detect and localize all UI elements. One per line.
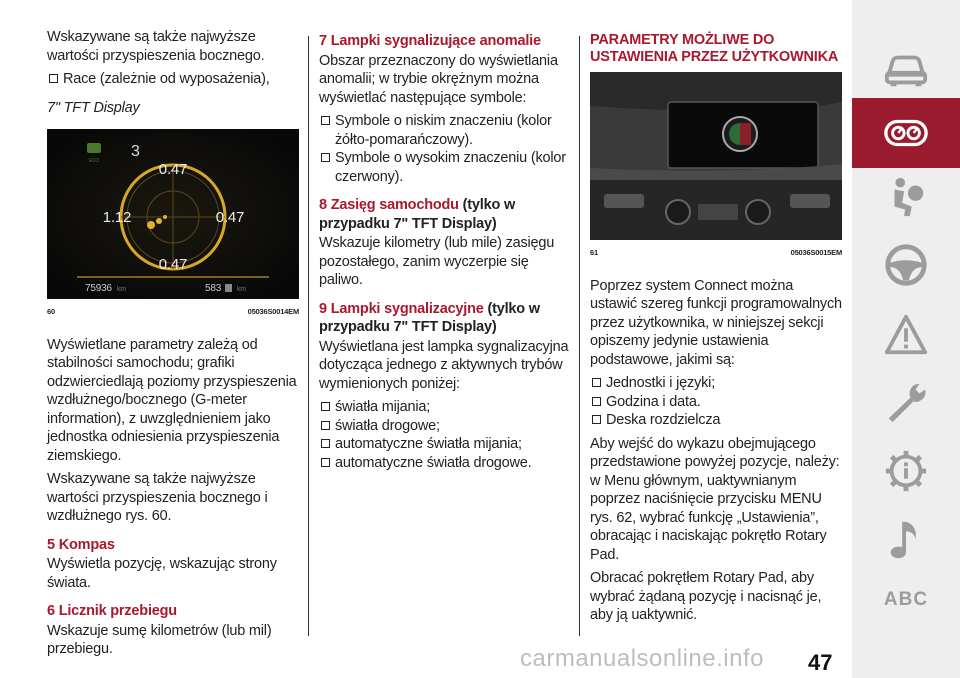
music-note-icon (883, 516, 929, 562)
italic-heading: 7" TFT Display (47, 99, 140, 116)
paragraph: Wskazuje kilometry (lub mile) zasięgu pozostałego, zanim wyczerpie się paliwo. (319, 235, 555, 288)
bullet-item: Deska rozdzielcza (590, 411, 842, 430)
figure-61-infotainment-photo (590, 72, 842, 240)
section-heading: 9 Lampki sygnalizacyjne (tylko w przypadku 7" TFT Display) (319, 300, 540, 335)
checkbox-bullet-icon (321, 153, 330, 162)
sidebar-item-emergency[interactable] (852, 300, 960, 370)
checkbox-bullet-icon (592, 415, 601, 424)
paragraph: Obszar przeznaczony do wyświetlania anomalii; w trybie okrężnym można wyświetlać następujące symbole: (319, 52, 558, 106)
checkbox-bullet-icon (321, 458, 330, 467)
section-heading: 5 Kompas (47, 536, 115, 553)
chapter-sidebar (852, 0, 960, 678)
section-heading: 7 Lampki sygnalizujące anomalie (319, 33, 541, 49)
bullet-item: Jednostki i języki; (590, 374, 842, 393)
range-unit: km (237, 286, 246, 293)
bullet-item: automatyczne światła drogowe. (319, 454, 569, 473)
sidebar-item-safety[interactable] (852, 162, 960, 232)
paragraph: Wyświetlana jest lampka sygnalizacyjna dotycząca jednego z aktywnych trybów wymienionych poniżej: (319, 338, 569, 392)
figure-code: 05036S0014EM (247, 307, 299, 316)
fuel-pump-icon (225, 284, 232, 292)
gmeter-right-value: 0.47 (215, 209, 245, 226)
gmeter-top-value: 0.47 (158, 161, 188, 178)
figure-code: 05036S0015EM (790, 248, 842, 257)
sidebar-item-index[interactable] (852, 565, 960, 635)
paragraph: Wskazuje sumę kilometrów (lub mil) przebiegu. (47, 622, 272, 657)
sidebar-item-technical-data[interactable] (852, 436, 960, 506)
column-divider (579, 36, 580, 636)
section-heading: PARAMETRY MOŻLIWE DO USTAWIENIA PRZEZ UŻYTKOWNIKA (590, 32, 839, 65)
sidebar-item-driving[interactable] (852, 230, 960, 300)
figure-caption (47, 303, 299, 322)
odometer-unit: km (117, 286, 126, 293)
sidebar-item-multimedia[interactable] (852, 504, 960, 574)
checkbox-bullet-icon (321, 421, 330, 430)
column-right (590, 28, 842, 630)
figure-caption (590, 244, 842, 263)
checkbox-bullet-icon (321, 116, 330, 125)
paragraph: Aby wejść do wykazu obejmującego przedstawione powyżej pozycje, należy: w Menu głównym, uaktywnianym poprzez naciśnięcie przycisku MENU rys. 62, wybrać funkcję „Ustawienia”, obracając i naciskając pokrętło Rotary Pad. (590, 435, 840, 563)
bullet-item: światła mijania; (319, 398, 569, 417)
checkbox-bullet-icon (592, 378, 601, 387)
warning-triangle-icon (883, 312, 929, 358)
paragraph: Poprzez system Connect można ustawić szereg funkcji programowalnych przez użytkownika, w niniejszej sekcji opiszemy jedynie ustawienia podstawowe, jakimi są: (590, 277, 842, 368)
sidebar-item-maintenance[interactable] (852, 368, 960, 438)
sidebar-item-car[interactable] (852, 34, 960, 104)
watermark: carmanualsonline.info (520, 645, 764, 672)
figure-number: 61 (590, 248, 598, 257)
car-icon (883, 46, 929, 92)
checkbox-bullet-icon (49, 74, 58, 83)
section-heading: 6 Licznik przebiegu (47, 603, 177, 619)
checkbox-bullet-icon (321, 402, 330, 411)
eco-label: ECO (88, 158, 100, 164)
range-value: 583 (205, 283, 222, 294)
column-divider (308, 36, 309, 636)
gear-readout: 3 (131, 143, 140, 160)
paragraph: Obracać pokrętłem Rotary Pad, aby wybrać żądaną pozycję i nacisnąć je, aby ją uaktywnić. (590, 570, 822, 623)
page-number: 47 (808, 650, 833, 675)
eco-icon (87, 143, 101, 153)
bullet-item: automatyczne światła mijania; (319, 435, 569, 454)
gmeter-bottom-value: 0.47 (158, 256, 188, 273)
steering-wheel-icon (883, 242, 929, 288)
dashboard-icon (883, 110, 929, 156)
wrench-icon (883, 380, 929, 426)
airbag-icon (883, 174, 929, 220)
gear-info-icon (883, 448, 929, 494)
paragraph: Wskazywane są także najwyższe wartości przyspieszenia bocznego. (47, 29, 265, 64)
section-heading: 8 Zasięg samochodu (tylko w przypadku 7" TFT Display) (319, 197, 516, 232)
bullet-item: Symbole o niskim znaczeniu (kolor żółto-pomarańczowy). (319, 112, 569, 149)
odometer-value: 75936 (85, 283, 112, 294)
checkbox-bullet-icon (592, 397, 601, 406)
figure-60-gmeter-photo (47, 129, 299, 299)
bullet-item: Race (zależnie od wyposażenia), (47, 70, 299, 89)
bullet-item: Godzina i data. (590, 393, 842, 412)
checkbox-bullet-icon (321, 439, 330, 448)
bullet-item: Symbole o wysokim znaczeniu (kolor czerwony). (319, 149, 569, 186)
bullet-item: światła drogowe; (319, 417, 569, 436)
sidebar-item-dashboard[interactable] (852, 98, 960, 168)
gmeter-left-value: 1.12 (102, 209, 132, 226)
index-label: ABC (883, 589, 929, 610)
column-middle (319, 28, 569, 472)
paragraph: Wyświetla pozycję, wskazując strony świata. (47, 556, 277, 591)
figure-number: 60 (47, 307, 55, 316)
column-left (47, 28, 299, 664)
paragraph: Wyświetlane parametry zależą od stabilności samochodu; grafiki odzwierciedlają poziomy przyspieszenia wzdłużnego/bocznego (G-meter information), z uwzględnieniem jako jednostka odniesienia przyspieszenia ziemskiego. (47, 336, 297, 464)
paragraph: Wskazywane są także najwyższe wartości przyspieszenia bocznego i wzdłużnego rys. 60. (47, 471, 268, 524)
